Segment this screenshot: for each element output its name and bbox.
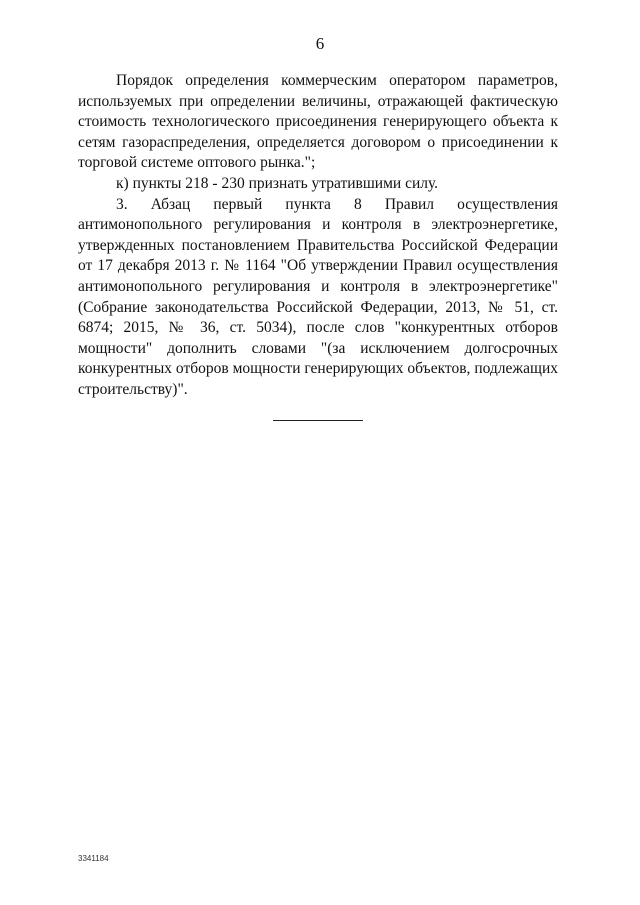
- page-number: 6: [315, 34, 325, 53]
- end-divider: [273, 420, 363, 421]
- document-body: [78, 71, 558, 401]
- paragraph-item-3: 3. Абзац первый пункта 8 Правил осуществления антимонопольного регулирования и контроля в электроэнергетике, утвержденных постановлением Правительства Российской Федерации от 17 декабря 2013 г. № 1164 "Об утверждении Правил осуществления антимонопольного регулирования и контроля в электроэнергетике" (Собрание законодательства Российской Федерации, 2013, № 51, ст. 6874; 2015, № 36, ст. 5034), после слов "конкурентных отборов мощности" дополнить словами "(за исключением долгосрочных конкурентных отборов мощности генерирующих объектов, подлежащих строительству)".: [78, 195, 558, 398]
- paragraph-item-k: к) пункты 218 - 230 признать утратившими силу.: [116, 174, 439, 192]
- paragraph-order-definition: Порядок определения коммерческим оператором параметров, используемых при определении величины, отражающей фактическую стоимость технологического присоединения генерирующего объекта к сетям газораспределения, определяется договором о присоединении к торговой системе оптового рынка.";: [78, 72, 558, 172]
- document-code: 3341184: [78, 854, 109, 863]
